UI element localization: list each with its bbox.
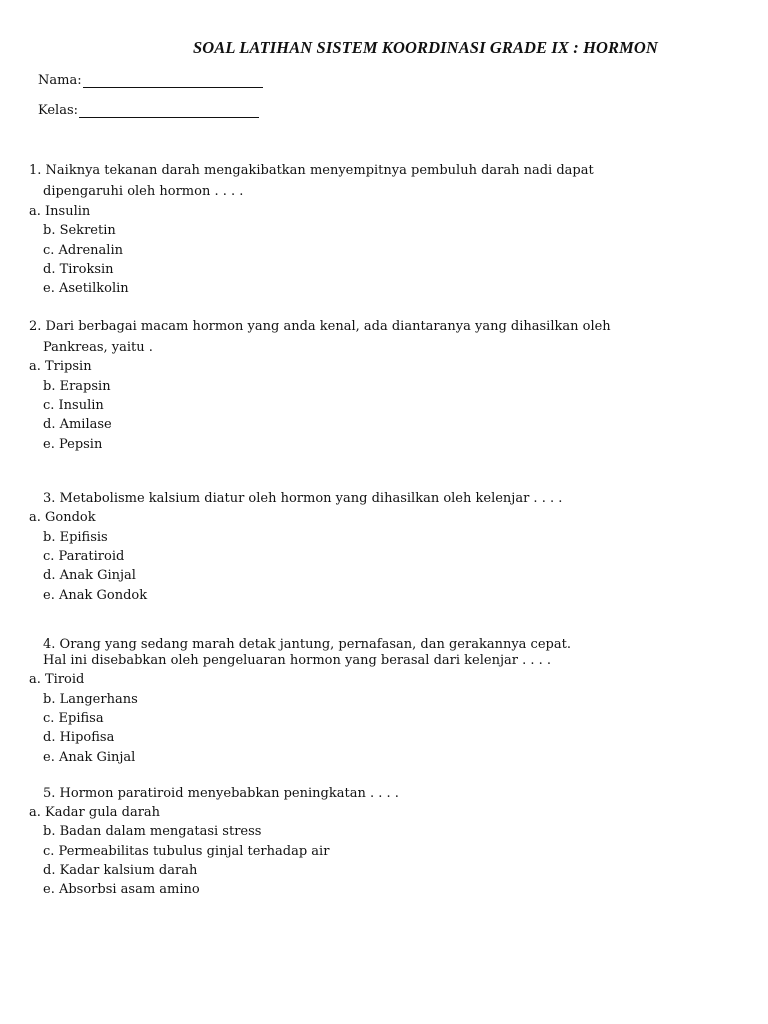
question-2-line-1: 2. Dari berbagai macam hormon yang anda kenal, ada diantaranya yang dihasilkan oleh bbox=[29, 319, 611, 334]
question-2-option-d: d. Amilase bbox=[43, 417, 112, 432]
question-3-option-e: e. Anak Gondok bbox=[43, 588, 148, 603]
name-label: Nama: bbox=[38, 73, 82, 88]
name-field bbox=[38, 73, 263, 88]
question-5-option-c: c. Permeabilitas tubulus ginjal terhadap air bbox=[43, 844, 330, 859]
question-1-option-c: c. Adrenalin bbox=[43, 243, 123, 258]
question-4-line-2: Hal ini disebabkan oleh pengeluaran hormon yang berasal dari kelenjar . . . . bbox=[43, 653, 552, 668]
question-4-option-b: b. Langerhans bbox=[43, 692, 138, 707]
question-5-line-1: 5. Hormon paratiroid menyebabkan peningkatan . . . . bbox=[43, 786, 399, 801]
question-2-option-a: a. Tripsin bbox=[29, 359, 92, 374]
name-blank-line bbox=[83, 73, 263, 88]
question-1-option-b: b. Sekretin bbox=[43, 223, 116, 238]
question-1-option-a: a. Insulin bbox=[29, 204, 91, 219]
question-3-line-1: 3. Metabolisme kalsium diatur oleh hormon yang dihasilkan oleh kelenjar . . . . bbox=[43, 491, 563, 506]
question-3-option-b: b. Epifisis bbox=[43, 530, 108, 545]
question-4-line-1: 4. Orang yang sedang marah detak jantung, pernafasan, dan gerakannya cepat. bbox=[43, 637, 571, 652]
question-3-option-a: a. Gondok bbox=[29, 510, 96, 525]
question-5-option-b: b. Badan dalam mengatasi stress bbox=[43, 824, 262, 839]
class-label: Kelas: bbox=[38, 103, 79, 118]
class-field bbox=[38, 103, 259, 118]
question-2-option-c: c. Insulin bbox=[43, 398, 104, 413]
question-1-line-2: dipengaruhi oleh hormon . . . . bbox=[43, 184, 244, 199]
question-4-option-a: a. Tiroid bbox=[29, 672, 85, 687]
question-1-option-e: e. Asetilkolin bbox=[43, 281, 129, 296]
question-3-option-c: c. Paratiroid bbox=[43, 549, 125, 564]
question-1-option-d: d. Tiroksin bbox=[43, 262, 114, 277]
question-4-option-c: c. Epifisa bbox=[43, 711, 104, 726]
question-5-option-e: e. Absorbsi asam amino bbox=[43, 882, 200, 897]
question-3-option-d: d. Anak Ginjal bbox=[43, 568, 136, 583]
question-5-option-d: d. Kadar kalsium darah bbox=[43, 863, 198, 878]
question-1-line-1: 1. Naiknya tekanan darah mengakibatkan menyempitnya pembuluh darah nadi dapat bbox=[29, 163, 594, 178]
question-4-option-d: d. Hipofisa bbox=[43, 730, 115, 745]
class-blank-line bbox=[79, 103, 259, 118]
question-2-line-2: Pankreas, yaitu . bbox=[43, 340, 153, 355]
question-4-option-e: e. Anak Ginjal bbox=[43, 750, 136, 765]
worksheet-title: SOAL LATIHAN SISTEM KOORDINASI GRADE IX : HORMON bbox=[193, 38, 658, 57]
question-2-option-b: b. Erapsin bbox=[43, 379, 111, 394]
question-5-option-a: a. Kadar gula darah bbox=[29, 805, 161, 820]
question-2-option-e: e. Pepsin bbox=[43, 437, 103, 452]
